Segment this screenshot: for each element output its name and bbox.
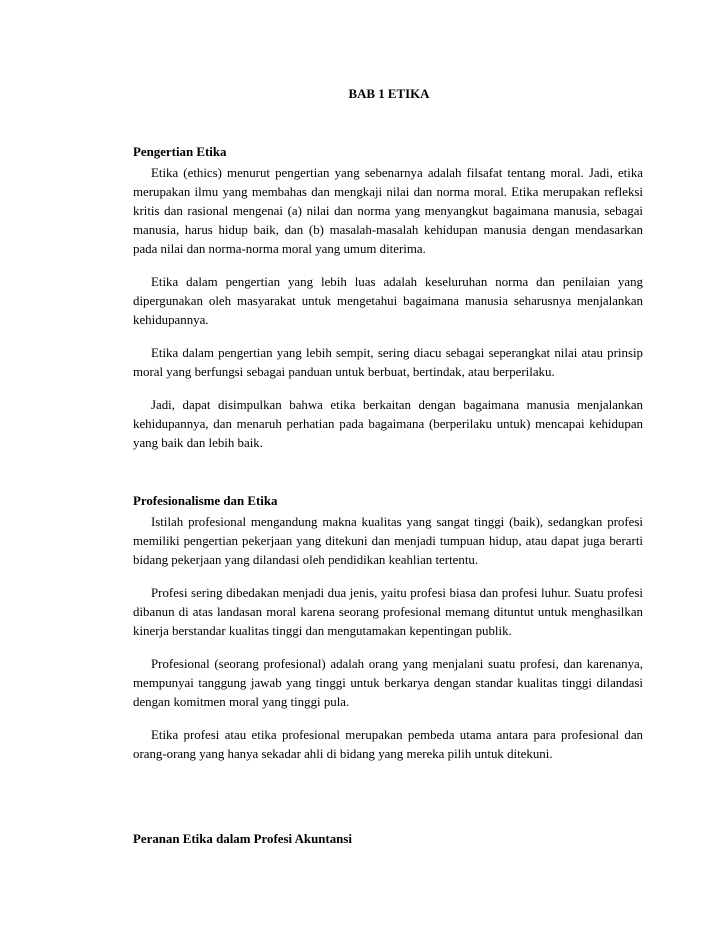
paragraph: Profesi sering dibedakan menjadi dua jenis, yaitu profesi biasa dan profesi luhur. Suatu profesi dibanun di atas landasan moral karena seorang profesional memang dituntut untuk menghasilkan kinerja berstandar kualitas tinggi dan mengutamakan kepentingan publik. — [133, 586, 643, 638]
paragraph: Etika profesi atau etika profesional merupakan pembeda utama antara para profesional dan orang-orang yang hanya sekadar ahli di bidang yang mereka pilih untuk ditekuni. — [133, 728, 643, 761]
section-pengertian-etika — [133, 143, 643, 453]
paragraph: Istilah profesional mengandung makna kualitas yang sangat tinggi (baik), sedangkan profesi memiliki pengertian pekerjaan yang ditekuni dan menjadi tumpuan hidup, atau dapat juga berarti bidang pekerjaan yang dilandasi oleh pendidikan keahlian tertentu. — [133, 515, 643, 567]
paragraph: Jadi, dapat disimpulkan bahwa etika berkaitan dengan bagaimana manusia menjalankan kehidupannya, dan menaruh perhatian pada bagaimana (berperilaku untuk) mencapai kehidupan yang baik dan lebih baik. — [133, 398, 643, 450]
paragraph: Etika (ethics) menurut pengertian yang sebenarnya adalah filsafat tentang moral. Jadi, etika merupakan ilmu yang membahas dan mengkaji nilai dan norma moral. Etika merupakan refleksi kritis dan rasional mengenai (a) nilai dan norma yang menyangkut bagaimana manusia, sebagai manusia, harus hidup baik, dan (b) masalah-masalah kehidupan manusia dengan mendasarkan pada nilai dan norma-norma moral yang umum diterima. — [133, 166, 643, 256]
paragraph: Etika dalam pengertian yang lebih sempit, sering diacu sebagai seperangkat nilai atau prinsip moral yang berfungsi sebagai panduan untuk berbuat, bertindak, atau berperilaku. — [133, 346, 643, 379]
section-heading: Peranan Etika dalam Profesi Akuntansi — [133, 832, 352, 846]
section-peranan-etika — [133, 830, 643, 851]
section-heading: Profesionalisme dan Etika — [133, 494, 278, 508]
paragraph: Etika dalam pengertian yang lebih luas adalah keseluruhan norma dan penilaian yang dipergunakan oleh masyarakat untuk mengetahui bagaimana manusia seharusnya menjalankan kehidupannya. — [133, 275, 643, 327]
paragraph: Profesional (seorang profesional) adalah orang yang menjalani suatu profesi, dan karenanya, mempunyai tanggung jawab yang tinggi untuk berkarya dengan standar kualitas tinggi dilandasi dengan komitmen moral yang tinggi pula. — [133, 657, 643, 709]
chapter-title: BAB 1 ETIKA — [348, 87, 430, 101]
section-profesionalisme-dan-etika — [133, 492, 643, 764]
section-heading: Pengertian Etika — [133, 145, 227, 159]
